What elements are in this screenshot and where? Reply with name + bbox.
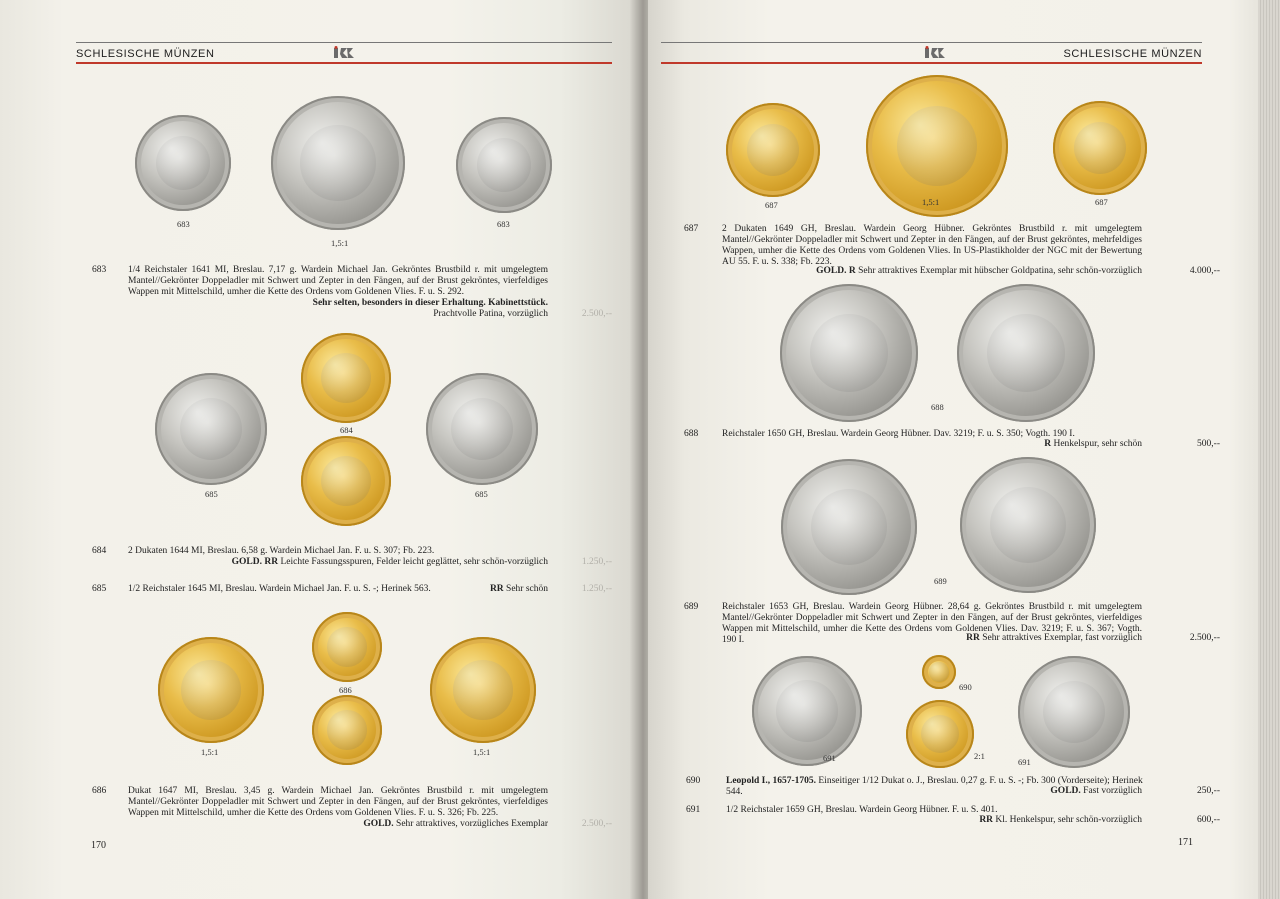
lot-description: 2 Dukaten 1649 GH, Breslau. Wardein Georg Hübner. Gekröntes Brustbild r. mit umgelegtem Mantel//Gekrönter Doppeladler mit Schwert und Zepter in den Fängen, auf der Brust gekröntes, mehrfeldiges Wappen, umher die Kette des Ordens vom Goldenen Vlies. In US-Plastikholder der NGC mit der Bewertung AU 55. F. u. S. 338; Fb. 223. [722, 224, 1142, 267]
scale-caption: 1,5:1 [331, 238, 349, 248]
coin-684-obverse [301, 333, 391, 423]
coin-caption: 685 [475, 489, 488, 499]
lot-description: 1/4 Reichstaler 1641 MI, Breslau. 7,17 g. Wardein Michael Jan. Gekröntes Brustbild r. mit umgelegtem Mantel//Gekrönter Doppeladler mit Schwert und Zepter in den Fängen, auf der Brust gekröntes, vierfeldiges Wappen mit Mittelschild, umher die Kette des Ordens vom Goldenen Vlies. F. u. S. 292. [128, 265, 548, 297]
lot-price: 2.500,-- [1189, 633, 1220, 643]
scale-caption: 1,5:1 [922, 197, 940, 207]
coin-caption: 688 [931, 402, 944, 412]
lot-condition: GOLD. Fast vorzüglich [1050, 786, 1142, 796]
lot-description: Reichstaler 1650 GH, Breslau. Wardein Georg Hübner. Dav. 3219; F. u. S. 350; Vogth. 190 I. [722, 429, 1075, 439]
lot-price: 1.250,-- [581, 557, 612, 567]
coin-691-obverse [752, 656, 862, 766]
lot-description: Dukat 1647 MI, Breslau. 3,45 g. Wardein Michael Jan. Gekröntes Brustbild r. mit umgelegtem Mantel//Gekrönter Doppeladler mit Schwert und Zepter in den Fängen, auf der Brust gekröntes, vierfeldiges Wappen mit Mittelschild, umher die Kette des Ordens vom Goldenen Vlies. F. u. S. 326; Fb. 225. [128, 786, 548, 818]
page-right [648, 0, 1260, 899]
coin-caption: 687 [765, 200, 778, 210]
header-rule-top [661, 42, 1202, 43]
coin-686-reverse-enlarged [430, 637, 536, 743]
coin-686-obverse [312, 612, 382, 682]
coin-691-reverse [1018, 656, 1130, 768]
lot-condition: Prachtvolle Patina, vorzüglich [433, 309, 548, 319]
lot-condition: RR Sehr attraktives Exemplar, fast vorzüglich [966, 633, 1142, 643]
lot-price: 600,-- [1197, 815, 1220, 825]
page-header-right [661, 42, 1202, 64]
coin-686-obverse-enlarged [158, 637, 264, 743]
lot-description: Leopold I., 1657-1705. Einseitiger 1/12 Dukat o. J., Breslau. 0,27 g. F. u. S. -; Fb. 300 (Vorderseite); Herinek 544. [726, 776, 1143, 797]
coin-690-enlarged [906, 700, 974, 768]
page-header-left [76, 42, 612, 64]
lot-condition: RR Kl. Henkelspur, sehr schön-vorzüglich [979, 815, 1142, 825]
coin-caption: 691 [1018, 757, 1031, 767]
scale-caption: 1,5:1 [201, 747, 219, 757]
lot-condition: GOLD. Sehr attraktives, vorzügliches Exemplar [363, 819, 548, 829]
page-number: 170 [91, 840, 106, 851]
coin-caption: 683 [497, 219, 510, 229]
coin-688-reverse [957, 284, 1095, 422]
lot-condition: R Henkelspur, sehr schön [1044, 439, 1142, 449]
lot-number: 686 [92, 786, 107, 796]
coin-caption: 684 [340, 425, 353, 435]
scale-caption: 2:1 [974, 751, 985, 761]
lot-price: 2.500,-- [581, 819, 612, 829]
coin-688-obverse [780, 284, 918, 422]
lot-description: 1/2 Reichstaler 1645 MI, Breslau. Wardein Michael Jan. F. u. S. -; Herinek 563. [128, 584, 431, 594]
lot-price: 500,-- [1197, 439, 1220, 449]
scale-caption: 1,5:1 [473, 747, 491, 757]
coin-687-reverse [1053, 101, 1147, 195]
coin-687-enlarged [866, 75, 1008, 217]
coin-caption: 686 [339, 685, 352, 695]
lot-number: 687 [684, 224, 699, 234]
publisher-logo-icon [923, 46, 947, 60]
lot-condition: GOLD. RR Leichte Fassungsspuren, Felder leicht geglättet, sehr schön-vorzüglich [231, 557, 548, 567]
lot-number: 690 [686, 776, 701, 786]
coin-caption: 683 [177, 219, 190, 229]
coin-687-obverse [726, 103, 820, 197]
coin-caption: 685 [205, 489, 218, 499]
coin-caption: 687 [1095, 197, 1108, 207]
coin-683-obverse [135, 115, 231, 211]
lot-description: 1/2 Reichstaler 1659 GH, Breslau. Wardein Georg Hübner. F. u. S. 401. [726, 805, 998, 815]
coin-686-reverse [312, 695, 382, 765]
lot-condition: GOLD. R Sehr attraktives Exemplar mit hübscher Goldpatina, sehr schön-vorzüglich [816, 266, 1142, 276]
coin-689-reverse [960, 457, 1096, 593]
coin-685-reverse [426, 373, 538, 485]
coin-684-reverse [301, 436, 391, 526]
lot-number: 691 [686, 805, 701, 815]
lot-number: 688 [684, 429, 699, 439]
lot-price: 1.250,-- [581, 584, 612, 594]
coin-689-obverse [781, 459, 917, 595]
page-number: 171 [1178, 837, 1193, 848]
header-rule-accent [76, 62, 612, 64]
lot-price: 250,-- [1197, 786, 1220, 796]
lot-number: 685 [92, 584, 107, 594]
publisher-logo-icon [332, 46, 356, 60]
lot-description: 2 Dukaten 1644 MI, Breslau. 6,58 g. Wardein Michael Jan. F. u. S. 307; Fb. 223. [128, 546, 435, 556]
coin-683-enlarged [271, 96, 405, 230]
lot-price: 4.000,-- [1189, 266, 1220, 276]
header-rule-accent [661, 62, 1202, 64]
page-edges [1258, 0, 1280, 899]
coin-690 [922, 655, 956, 689]
lot-condition: RR Sehr schön [489, 584, 548, 594]
lot-number: 689 [684, 602, 699, 612]
header-title: SCHLESISCHE MÜNZEN [1063, 48, 1202, 60]
coin-683-reverse [456, 117, 552, 213]
coin-685-obverse [155, 373, 267, 485]
header-title: SCHLESISCHE MÜNZEN [76, 48, 215, 60]
lot-condition-note: Sehr selten, besonders in dieser Erhaltung. Kabinettstück. [312, 298, 548, 308]
lot-price: 2.500,-- [581, 309, 612, 319]
header-rule-top [76, 42, 612, 43]
lot-number: 683 [92, 265, 107, 275]
lot-number: 684 [92, 546, 107, 556]
page-left [0, 0, 636, 899]
coin-caption: 690 [959, 682, 972, 692]
lot-description: Reichstaler 1653 GH, Breslau. Wardein Georg Hübner. 28,64 g. Gekröntes Brustbild r. mit umgelegtem Mantel//Gekrönter Doppeladler mit Schwert und Zepter in den Fängen, auf der Brust gekröntes, vierfeldiges Wappen mit Mittelschild, umher die Kette des Ordens vom Goldenen Vlies. Dav. 3219; F. u. S. 367; Vogth. 190 I. [722, 602, 1142, 645]
coin-caption: 691 [823, 753, 836, 763]
coin-caption: 689 [934, 576, 947, 586]
